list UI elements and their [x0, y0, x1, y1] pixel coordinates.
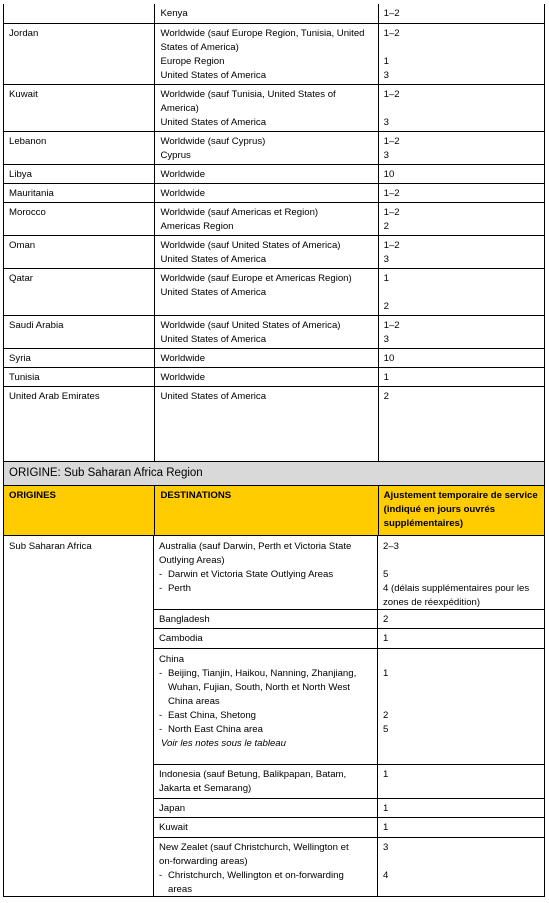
adjustment-cell: 1–2 3 — [383, 240, 400, 265]
origin-cell: United Arab Emirates — [4, 387, 155, 461]
origin-cell: Saudi Arabia — [4, 316, 155, 348]
destination-cell: Cambodia — [154, 629, 378, 648]
origin-cell: Lebanon — [4, 132, 155, 164]
table-row — [3, 349, 545, 368]
adjustment-cell: 1–2 3 — [383, 136, 400, 161]
header-destinations: DESTINATIONS — [155, 486, 378, 535]
table-row — [3, 236, 545, 269]
adjustment-cell: 1 — [383, 822, 389, 833]
table-row — [154, 818, 544, 838]
table-row — [3, 316, 545, 349]
adjustment-cell: 1 — [383, 372, 389, 383]
adjustment-cell: 3 4 — [383, 842, 389, 881]
destination-cell: Worldwide (sauf United States of America) United States of America — [155, 236, 378, 268]
adjustment-cell: 1–2 2 — [383, 207, 400, 232]
table-row — [3, 269, 545, 316]
table-header-row — [3, 486, 545, 536]
table-row — [3, 368, 545, 387]
destination-cell: Worldwide (sauf Tunisia, United States of America) United States of America — [155, 85, 378, 131]
adjustment-cell: 1–2 3 — [383, 320, 400, 345]
destination-cell: Worldwide — [155, 349, 378, 367]
table-row — [3, 4, 545, 24]
destination-cell: Worldwide (sauf Europe Region, Tunisia, United States of America) Europe Region United States of America — [155, 24, 378, 84]
table-row — [3, 165, 545, 184]
table-row — [154, 838, 544, 896]
section-title: ORIGINE: Sub Saharan Africa Region — [3, 462, 545, 486]
destination-cell: Japan — [154, 799, 378, 817]
destination-cell: Worldwide — [155, 368, 378, 386]
header-origins: ORIGINES — [4, 486, 155, 535]
adjustment-cell: 1 — [383, 633, 389, 644]
table-row — [154, 536, 544, 610]
origin-cell: Qatar — [4, 269, 155, 315]
table-row — [3, 203, 545, 236]
table-row — [3, 24, 545, 85]
adjustment-cell: 10 — [383, 169, 395, 180]
origin-cell: Sub Saharan Africa — [4, 536, 154, 896]
origin-cell: Kuwait — [4, 85, 155, 131]
adjustment-cell: 1 — [383, 803, 389, 814]
destination-cell: Indonesia (sauf Betung, Balikpapan, Batam, Jakarta et Semarang) — [154, 765, 378, 798]
origin-cell: Mauritania — [4, 184, 155, 202]
origin-cell: Syria — [4, 349, 155, 367]
destination-cell: Kuwait — [154, 818, 378, 837]
adjustment-cell: 1–2 1 3 — [383, 28, 400, 81]
adjustment-cell: 1 — [383, 769, 389, 780]
destination-cell: Worldwide — [155, 184, 378, 202]
table-row — [154, 610, 544, 629]
adjustment-cell: 1 2 5 — [383, 668, 389, 735]
ssa-block — [3, 536, 545, 897]
adjustment-cell: 1–2 3 — [383, 89, 400, 128]
origin-cell: Jordan — [4, 24, 155, 84]
origin-cell: Morocco — [4, 203, 155, 235]
table-row — [154, 765, 544, 799]
adjustment-cell: 1–2 — [383, 188, 400, 199]
destination-cell: New Zealet (sauf Christchurch, Wellington et on-forwarding areas) - Christchurch, Wellington et on-forwarding areas — [154, 838, 378, 896]
table-row — [154, 799, 544, 818]
destination-cell: China - Beijing, Tianjin, Haikou, Nanning, Zhanjiang, Wuhan, Fujian, South, North et North West China areas - East China, Shetong - North East China area Voir les notes sous le tableau — [154, 649, 378, 764]
table-row — [3, 184, 545, 203]
destination-cell: Worldwide (sauf Cyprus) Cyprus — [155, 132, 378, 164]
destination-cell: United States of America — [155, 387, 378, 461]
table-row — [154, 649, 544, 765]
destination-cell: Worldwide (sauf United States of America) United States of America — [155, 316, 378, 348]
origin-cell: Libya — [4, 165, 155, 183]
table-row — [3, 85, 545, 132]
origin-cell: Tunisia — [4, 368, 155, 386]
destination-cell: Worldwide (sauf Americas et Region) Americas Region — [155, 203, 378, 235]
service-adjustment-table — [3, 4, 545, 897]
adjustment-cell: 1 2 — [383, 273, 389, 312]
origin-cell — [4, 4, 155, 23]
header-adjustment: Ajustement temporaire de service (indiqué en jours ouvrés supplémentaires) — [383, 490, 538, 529]
destination-cell: Worldwide — [155, 165, 378, 183]
adjustment-cell: 10 — [383, 353, 395, 364]
destination-cell: Worldwide (sauf Europe et Americas Region) United States of America — [155, 269, 378, 315]
ssa-destinations — [154, 536, 544, 896]
adjustment-cell: 2 — [383, 614, 389, 625]
adjustment-cell: 1–2 — [383, 8, 400, 19]
destination-cell: Bangladesh — [154, 610, 378, 628]
table-row — [3, 387, 545, 462]
table-row — [154, 629, 544, 649]
destination-cell: Kenya — [155, 4, 378, 23]
adjustment-cell: 2–3 5 4 (délais supplémentaires pour les zones de réexpédition) — [383, 541, 530, 608]
destination-cell: Australia (sauf Darwin, Perth et Victoria State Outlying Areas) - Darwin et Victoria State Outlying Areas - Perth — [154, 536, 378, 609]
origin-cell: Oman — [4, 236, 155, 268]
table-row — [3, 132, 545, 165]
adjustment-cell: 2 — [383, 391, 389, 402]
